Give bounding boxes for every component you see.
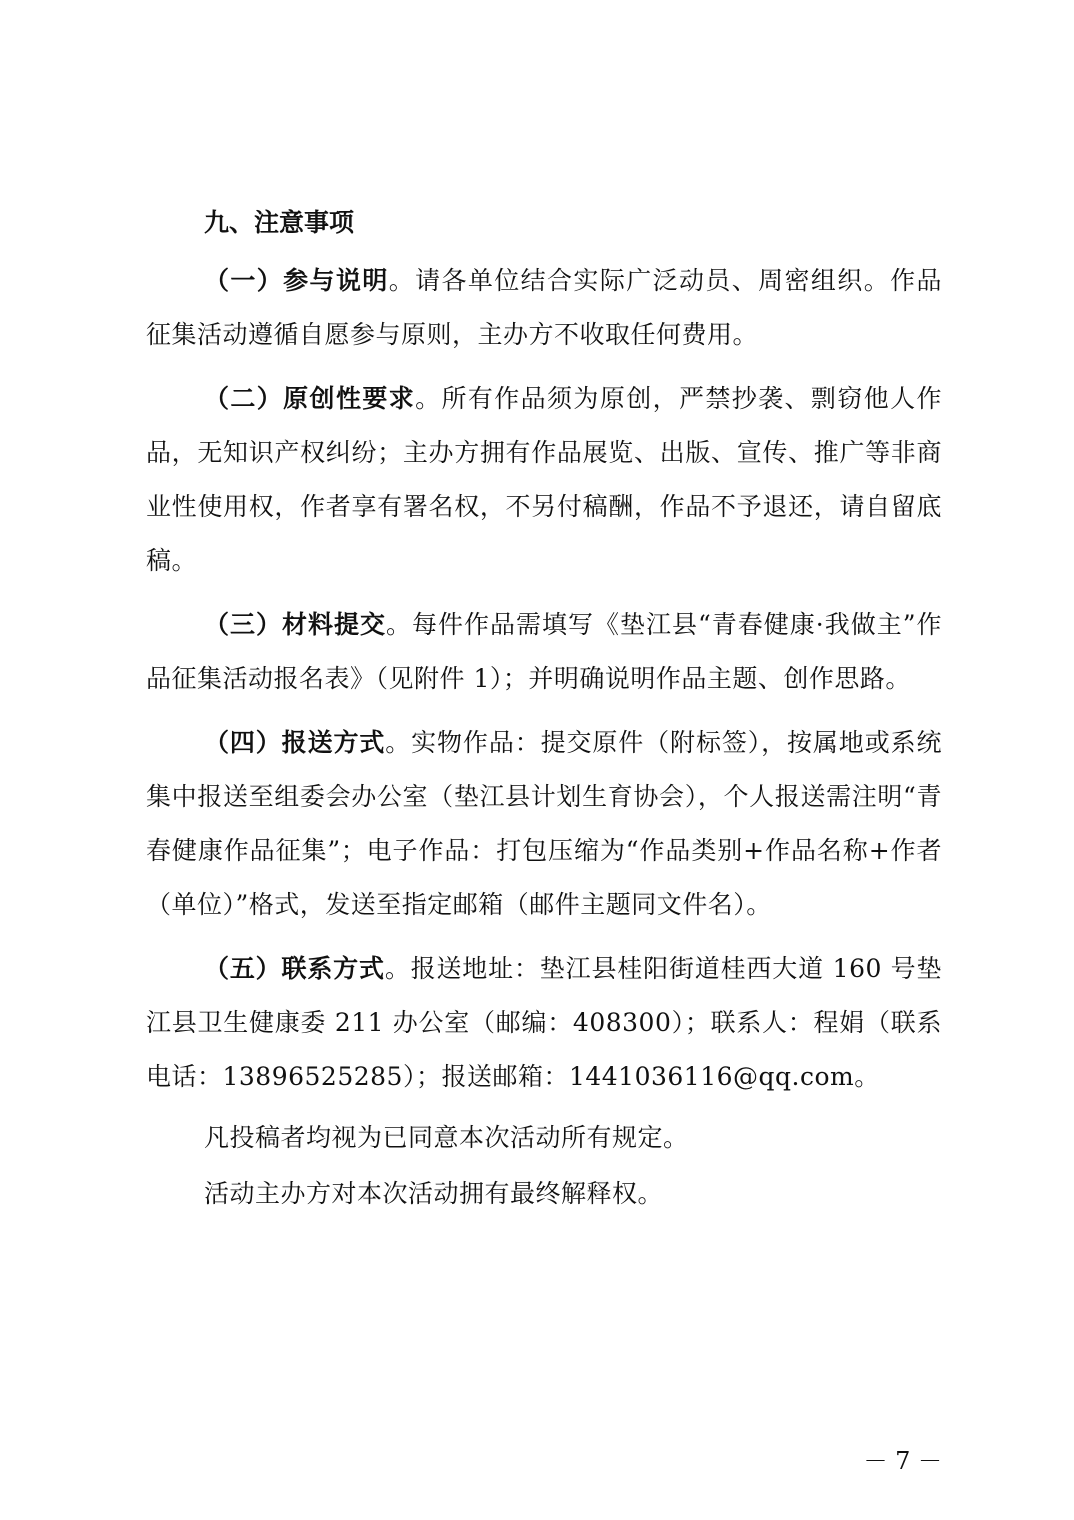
item-body: 。实物作品：提交原件（附标签），按属地或系统集中报送至组委会办公室（垫江县计划生育协会），个人报送需注明“青春健康作品征集”；电子作品：打包压缩为“作品类别+作品名称+作者（单位）”格式，发送至指定邮箱（邮件主题同文件名）。 <box>146 728 942 919</box>
section-heading: 九、注意事项 <box>204 208 355 237</box>
item-participation <box>146 254 942 362</box>
item-body: 。所有作品须为原创，严禁抄袭、剽窃他人作品，无知识产权纠纷；主办方拥有作品展览、出版、宣传、推广等非商业性使用权，作者享有署名权，不另付稿酬，作品不予退还，请自留底稿。 <box>146 384 942 575</box>
item-lead: （三）材料提交 <box>204 610 386 639</box>
item-lead: （二）原创性要求 <box>204 384 416 413</box>
note-agreement: 凡投稿者均视为已同意本次活动所有规定。 <box>204 1123 689 1152</box>
item-lead: （四）报送方式 <box>204 728 386 757</box>
item-submission <box>146 716 942 932</box>
document-body <box>146 196 942 1222</box>
item-body: 。每件作品需填写《垫江县“青春健康·我做主”作品征集活动报名表》（见附件 1）；并明确说明作品主题、创作思路。 <box>146 610 942 693</box>
item-lead: （五）联系方式 <box>204 954 385 983</box>
item-materials <box>146 598 942 706</box>
item-lead: （一）参与说明 <box>204 266 389 295</box>
note-interpretation: 活动主办方对本次活动拥有最终解释权。 <box>204 1179 664 1208</box>
page-number: － 7 － <box>863 1447 942 1475</box>
item-body: 。报送地址：垫江县桂阳街道桂西大道 160 号垫江县卫生健康委 211 办公室（邮编：408300）；联系人：程娟（联系电话：13896525285）；报送邮箱：1441036116@qq.com。 <box>146 954 942 1091</box>
item-contact <box>146 942 942 1104</box>
item-originality <box>146 372 942 588</box>
item-body: 。请各单位结合实际广泛动员、周密组织。作品征集活动遵循自愿参与原则，主办方不收取任何费用。 <box>146 266 942 349</box>
